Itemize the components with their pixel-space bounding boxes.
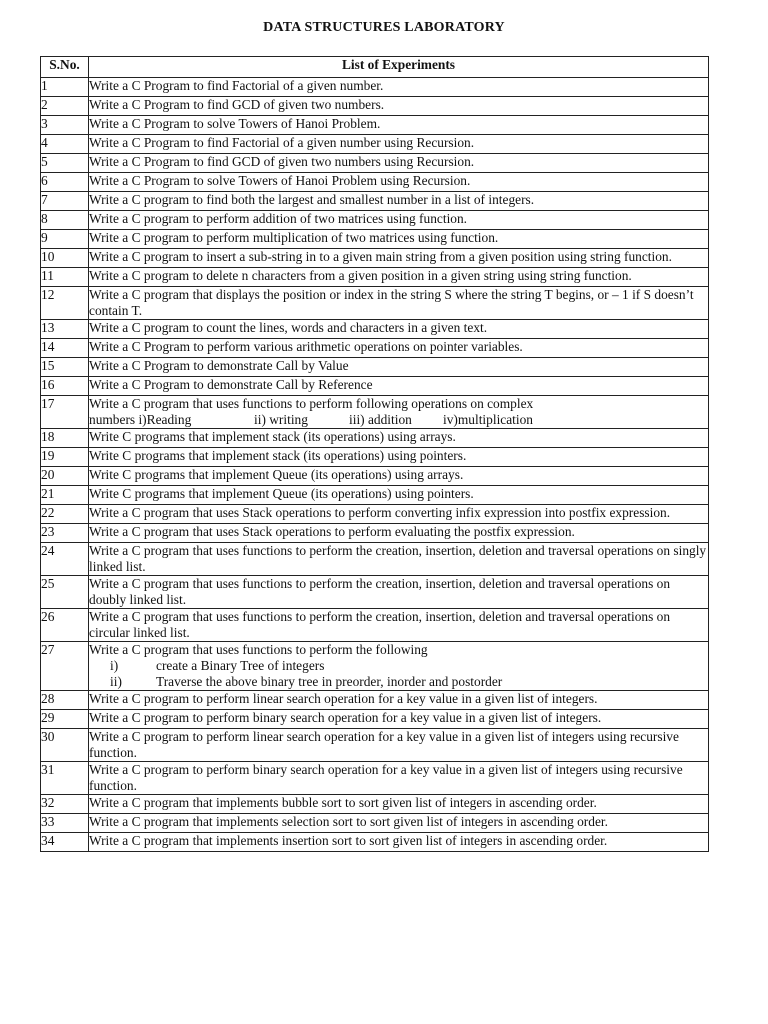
- sub-item: [89, 658, 708, 674]
- experiment-description: Write a C program to insert a sub-string in to a given main string from a given position using string function.: [89, 249, 709, 268]
- experiment-number: 23: [41, 524, 89, 543]
- experiment-description: Write a C program that uses functions to perform the creation, insertion, deletion and traversal operations on doubly linked list.: [89, 576, 709, 609]
- experiment-number: 15: [41, 358, 89, 377]
- table-row: [41, 524, 709, 543]
- experiment-number: 8: [41, 211, 89, 230]
- experiment-description: Write C programs that implement stack (its operations) using pointers.: [89, 448, 709, 467]
- table-row: [41, 211, 709, 230]
- table-row: [41, 609, 709, 642]
- table-row: [41, 192, 709, 211]
- operation-item: iii) addition: [349, 412, 412, 427]
- experiment-text: Write a C program that uses functions to perform following operations on complex: [89, 396, 534, 411]
- table-row: [41, 467, 709, 486]
- operation-item: numbers i)Reading: [89, 412, 192, 427]
- table-row: [41, 486, 709, 505]
- experiment-description: Write a C program to perform binary search operation for a key value in a given list of integers using recursive function.: [89, 762, 709, 795]
- experiment-description: Write a C program to perform addition of two matrices using function.: [89, 211, 709, 230]
- experiment-number: 14: [41, 339, 89, 358]
- table-row: [41, 642, 709, 691]
- table-row: [41, 249, 709, 268]
- experiment-number: 17: [41, 396, 89, 429]
- experiment-description: Write a C Program to find Factorial of a given number.: [89, 78, 709, 97]
- table-row: [41, 814, 709, 833]
- experiment-description: Write a C program to perform binary search operation for a key value in a given list of integers.: [89, 710, 709, 729]
- table-row: [41, 795, 709, 814]
- experiment-number: 32: [41, 795, 89, 814]
- table-row: [41, 543, 709, 576]
- table-row: [41, 358, 709, 377]
- experiment-number: 33: [41, 814, 89, 833]
- sub-item: [89, 674, 708, 690]
- experiment-description: Write a C program to count the lines, words and characters in a given text.: [89, 320, 709, 339]
- experiment-description: Write a C program to find both the largest and smallest number in a list of integers.: [89, 192, 709, 211]
- experiment-number: 1: [41, 78, 89, 97]
- experiment-description: Write a C program that uses functions to perform the creation, insertion, deletion and traversal operations on circular linked list.: [89, 609, 709, 642]
- experiment-number: 18: [41, 429, 89, 448]
- experiment-description: Write a C Program to find Factorial of a given number using Recursion.: [89, 135, 709, 154]
- experiment-description: Write C programs that implement stack (its operations) using arrays.: [89, 429, 709, 448]
- table-row: [41, 339, 709, 358]
- table-row: [41, 762, 709, 795]
- experiment-number: 13: [41, 320, 89, 339]
- operation-item: iv)multiplication: [443, 412, 534, 427]
- experiment-description: Write a C program that uses Stack operations to perform evaluating the postfix expression.: [89, 524, 709, 543]
- experiment-description: Write a C program that uses functions to perform the creation, insertion, deletion and traversal operations on singly linked list.: [89, 543, 709, 576]
- sub-item-text: Traverse the above binary tree in preorder, inorder and postorder: [156, 674, 503, 689]
- table-row: [41, 97, 709, 116]
- table-row: [41, 320, 709, 339]
- experiment-number: 11: [41, 268, 89, 287]
- experiment-number: 21: [41, 486, 89, 505]
- experiment-number: 29: [41, 710, 89, 729]
- experiment-description: Write a C program that implements insertion sort to sort given list of integers in ascending order.: [89, 833, 709, 852]
- table-row: [41, 710, 709, 729]
- sub-item-numeral: ii): [110, 674, 122, 689]
- experiment-number: 5: [41, 154, 89, 173]
- experiment-number: 7: [41, 192, 89, 211]
- operation-item: ii) writing: [254, 412, 308, 427]
- table-row: [41, 377, 709, 396]
- experiment-number: 10: [41, 249, 89, 268]
- experiment-description: Write a C Program to solve Towers of Hanoi Problem using Recursion.: [89, 173, 709, 192]
- table-row: [41, 116, 709, 135]
- table-header-row: [41, 57, 709, 78]
- table-row: [41, 135, 709, 154]
- table-row: [41, 230, 709, 249]
- sub-item-numeral: i): [110, 658, 119, 673]
- table-row: [41, 173, 709, 192]
- table-row: [41, 78, 709, 97]
- table-row: [41, 448, 709, 467]
- experiment-description: Write a C Program to demonstrate Call by Reference: [89, 377, 709, 396]
- experiment-description: Write a C program that implements selection sort to sort given list of integers in ascending order.: [89, 814, 709, 833]
- header-experiments: List of Experiments: [89, 57, 709, 78]
- experiment-description: Write a C program to perform multiplication of two matrices using function.: [89, 230, 709, 249]
- experiment-number: 2: [41, 97, 89, 116]
- header-sno: S.No.: [41, 57, 89, 78]
- table-row: [41, 576, 709, 609]
- table-row: [41, 396, 709, 429]
- experiment-number: 20: [41, 467, 89, 486]
- experiment-description: Write a C program that implements bubble sort to sort given list of integers in ascending order.: [89, 795, 709, 814]
- experiment-text: Write a C program that uses functions to perform the following: [89, 642, 428, 657]
- table-row: [41, 429, 709, 448]
- experiment-number: 30: [41, 729, 89, 762]
- table-row: [41, 268, 709, 287]
- experiment-number: 9: [41, 230, 89, 249]
- experiment-description: [89, 396, 709, 429]
- experiments-table-body: [41, 78, 709, 852]
- experiment-number: 26: [41, 609, 89, 642]
- experiment-number: 16: [41, 377, 89, 396]
- experiment-description: Write C programs that implement Queue (its operations) using arrays.: [89, 467, 709, 486]
- table-row: [41, 505, 709, 524]
- table-row: [41, 287, 709, 320]
- experiment-number: 27: [41, 642, 89, 691]
- table-row: [41, 833, 709, 852]
- sub-item-list: [89, 658, 708, 690]
- experiment-description: Write a C program to perform linear search operation for a key value in a given list of integers using recursive function.: [89, 729, 709, 762]
- experiment-number: 22: [41, 505, 89, 524]
- experiment-number: 19: [41, 448, 89, 467]
- experiment-description: Write a C Program to find GCD of given two numbers using Recursion.: [89, 154, 709, 173]
- experiment-description: Write a C Program to solve Towers of Hanoi Problem.: [89, 116, 709, 135]
- experiment-number: 12: [41, 287, 89, 320]
- experiment-description: [89, 642, 709, 691]
- experiment-description: Write a C Program to demonstrate Call by Value: [89, 358, 709, 377]
- experiment-number: 24: [41, 543, 89, 576]
- operations-list: [89, 412, 708, 428]
- experiment-number: 31: [41, 762, 89, 795]
- table-row: [41, 154, 709, 173]
- experiment-description: Write a C Program to find GCD of given two numbers.: [89, 97, 709, 116]
- experiment-description: Write C programs that implement Queue (its operations) using pointers.: [89, 486, 709, 505]
- experiment-description: Write a C program to delete n characters from a given position in a given string using string function.: [89, 268, 709, 287]
- experiment-number: 4: [41, 135, 89, 154]
- experiment-number: 6: [41, 173, 89, 192]
- experiment-description: Write a C program that displays the position or index in the string S where the string T begins, or – 1 if S doesn’t contain T.: [89, 287, 709, 320]
- sub-item-text: create a Binary Tree of integers: [156, 658, 325, 673]
- page-title: DATA STRUCTURES LABORATORY: [263, 20, 505, 35]
- experiment-number: 34: [41, 833, 89, 852]
- experiment-number: 25: [41, 576, 89, 609]
- experiment-number: 28: [41, 691, 89, 710]
- table-row: [41, 691, 709, 710]
- experiment-description: Write a C program that uses Stack operations to perform converting infix expression into postfix expression.: [89, 505, 709, 524]
- experiment-number: 3: [41, 116, 89, 135]
- table-row: [41, 729, 709, 762]
- experiment-description: Write a C program to perform linear search operation for a key value in a given list of integers.: [89, 691, 709, 710]
- experiments-table: [40, 56, 709, 852]
- experiment-description: Write a C Program to perform various arithmetic operations on pointer variables.: [89, 339, 709, 358]
